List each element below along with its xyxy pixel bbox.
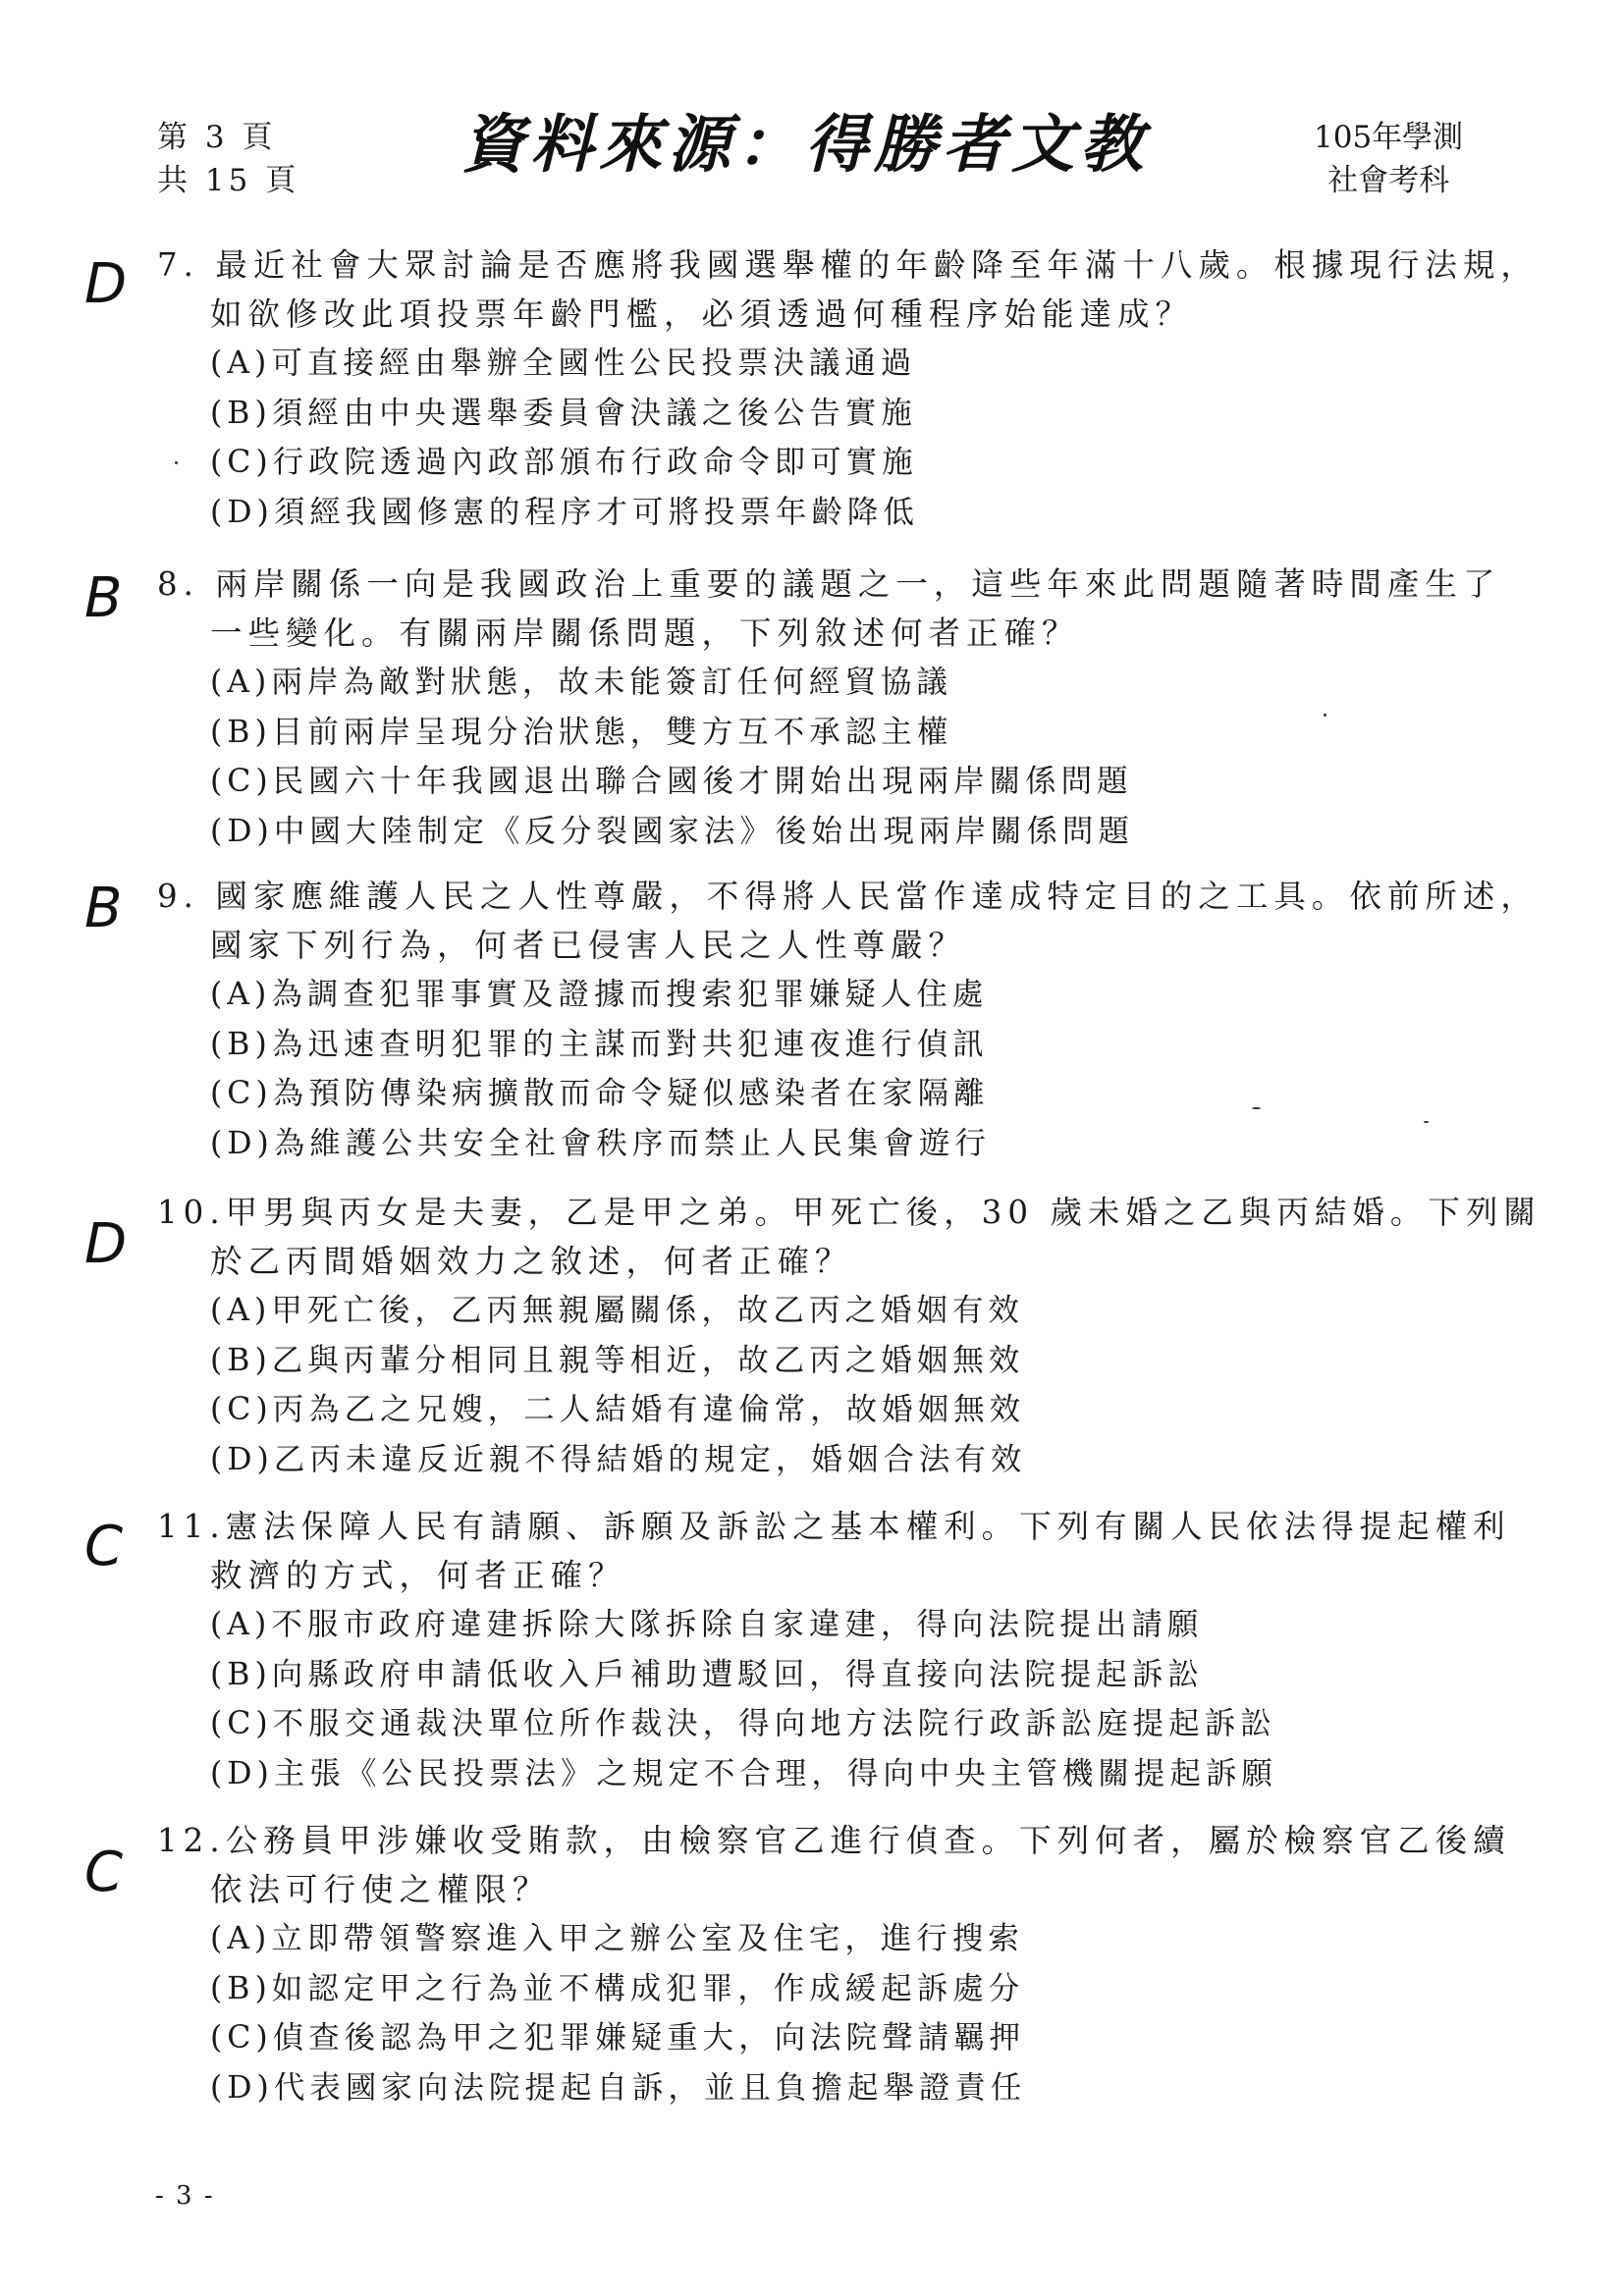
option-a: (A)兩岸為敵對狀態，故未能簽訂任何經貿協議: [210, 665, 952, 700]
option-b: (B)如認定甲之行為並不構成犯罪，作成緩起訴處分: [210, 1970, 1025, 2006]
page-number: - 3 -: [155, 2181, 215, 2211]
option-c: (C)為預防傳染病擴散而命令疑似感染者在家隔離: [210, 1076, 990, 1111]
option-c: (C)民國六十年我國退出聯合國後才開始出現兩岸關係問題: [210, 764, 1133, 799]
exam-subject: 社會考科: [1327, 163, 1450, 198]
handwritten-answer: D: [84, 252, 128, 316]
handwritten-answer: B: [84, 877, 123, 940]
question-stem: 12.公務員甲涉嫌收受賄款，由檢察官乙進行偵查。下列何者，屬於檢察官乙後續: [157, 1822, 1511, 1859]
exam-year: 105年學測: [1314, 120, 1464, 155]
handwritten-answer: C: [84, 1841, 124, 1904]
question-10: [157, 1188, 1542, 1484]
option-b: (B)向縣政府申請低收入戶補助遭駁回，得直接向法院提起訴訟: [210, 1656, 1204, 1692]
exam-info: [1314, 116, 1463, 202]
scan-speck: [1424, 1121, 1429, 1123]
page-info: [157, 116, 299, 202]
question-stem: 依法可行使之權限？: [210, 1871, 551, 1908]
scan-speck: [1252, 1107, 1261, 1109]
question-stem: 8. 兩岸關係一向是我國政治上重要的議題之一，這些年來此問題隨著時間產生了: [157, 565, 1501, 603]
question-12: [157, 1816, 1512, 2112]
scan-speck: [1324, 714, 1326, 717]
option-b: (B)乙與丙輩分相同且親等相近，故乙丙之婚姻無效: [210, 1342, 1025, 1378]
option-a: (A)不服市政府違建拆除大隊拆除自家違建，得向法院提出請願: [210, 1607, 1204, 1642]
option-d: (D)代表國家向法院提起自訴，並且負擔起舉證責任: [210, 2069, 1027, 2106]
question-stem: 如欲修改此項投票年齡門檻，必須透過何種程序始能達成？: [210, 295, 1194, 333]
question-stem: 11.憲法保障人民有請願、訴願及訴訟之基本權利。下列有關人民依法得提起權利: [157, 1508, 1511, 1545]
handwritten-answer: D: [84, 1212, 128, 1276]
option-d: (D)須經我國修憲的程序才可將投票年齡降低: [210, 494, 919, 530]
option-b: (B)目前兩岸呈現分治狀態，雙方互不承認主權: [210, 714, 953, 750]
option-d: (D)中國大陸制定《反分裂國家法》後始出現兩岸關係問題: [210, 813, 1134, 849]
option-a: (A)可直接經由舉辦全國性公民投票決議通過: [210, 346, 917, 381]
question-9: [157, 872, 1539, 1168]
total-pages-label: 共 15 頁: [157, 163, 300, 198]
question-stem: 救濟的方式，何者正確？: [210, 1557, 626, 1594]
option-d: (D)為維護公共安全社會秩序而禁止人民集會遊行: [210, 1125, 991, 1161]
question-stem: 國家下列行為，何者已侵害人民之人性尊嚴？: [210, 927, 967, 964]
question-8: [157, 560, 1512, 856]
option-b: (B)為迅速查明犯罪的主謀而對共犯連夜進行偵訊: [210, 1026, 989, 1062]
option-c: (C)偵查後認為甲之犯罪嫌疑重大，向法院聲請羈押: [210, 2020, 1026, 2056]
handwritten-source-note: 資料來源：得勝者文教: [461, 109, 1149, 182]
question-stem: 9. 國家應維護人民之人性尊嚴，不得將人民當作達成特定目的之工具。依前所述，: [157, 878, 1539, 915]
question-stem: 於乙丙間婚姻效力之敘述，何者正確？: [210, 1243, 853, 1280]
question-stem: 10.甲男與丙女是夫妻，乙是甲之弟。甲死亡後，30 歲未婚之乙與丙結婚。下列關: [157, 1194, 1542, 1231]
handwritten-answer: C: [84, 1515, 124, 1578]
handwritten-answer: B: [84, 566, 123, 630]
page-label: 第 3 頁: [157, 120, 277, 155]
option-b: (B)須經由中央選舉委員會決議之後公告實施: [210, 395, 917, 431]
question-stem: 7. 最近社會大眾討論是否應將我國選舉權的年齡降至年滿十八歲。根據現行法規，: [157, 246, 1539, 284]
option-c: (C)行政院透過內政部頒布行政命令即可實施: [210, 445, 918, 480]
option-c: (C)丙為乙之兄嫂，二人結婚有違倫常，故婚姻無效: [210, 1392, 1026, 1427]
option-a: (A)甲死亡後，乙丙無親屬關係，故乙丙之婚姻有效: [210, 1293, 1024, 1328]
question-7: [157, 240, 1539, 537]
option-d: (D)主張《公民投票法》之規定不合理，得向中央主管機關提起訴願: [210, 1755, 1277, 1791]
question-11: [157, 1502, 1512, 1798]
option-c: (C)不服交通裁決單位所作裁決，得向地方法院行政訴訟庭提起訴訟: [210, 1706, 1276, 1741]
question-stem: 一些變化。有關兩岸關係問題，下列敘述何者正確？: [210, 614, 1080, 652]
option-a: (A)立即帶領警察進入甲之辦公室及住宅，進行搜索: [210, 1921, 1024, 1956]
option-a: (A)為調查犯罪事實及證據而搜索犯罪嫌疑人住處: [210, 977, 989, 1012]
option-d: (D)乙丙未違反近親不得結婚的規定，婚姻合法有效: [210, 1441, 1027, 1477]
scan-speck: [175, 461, 178, 464]
